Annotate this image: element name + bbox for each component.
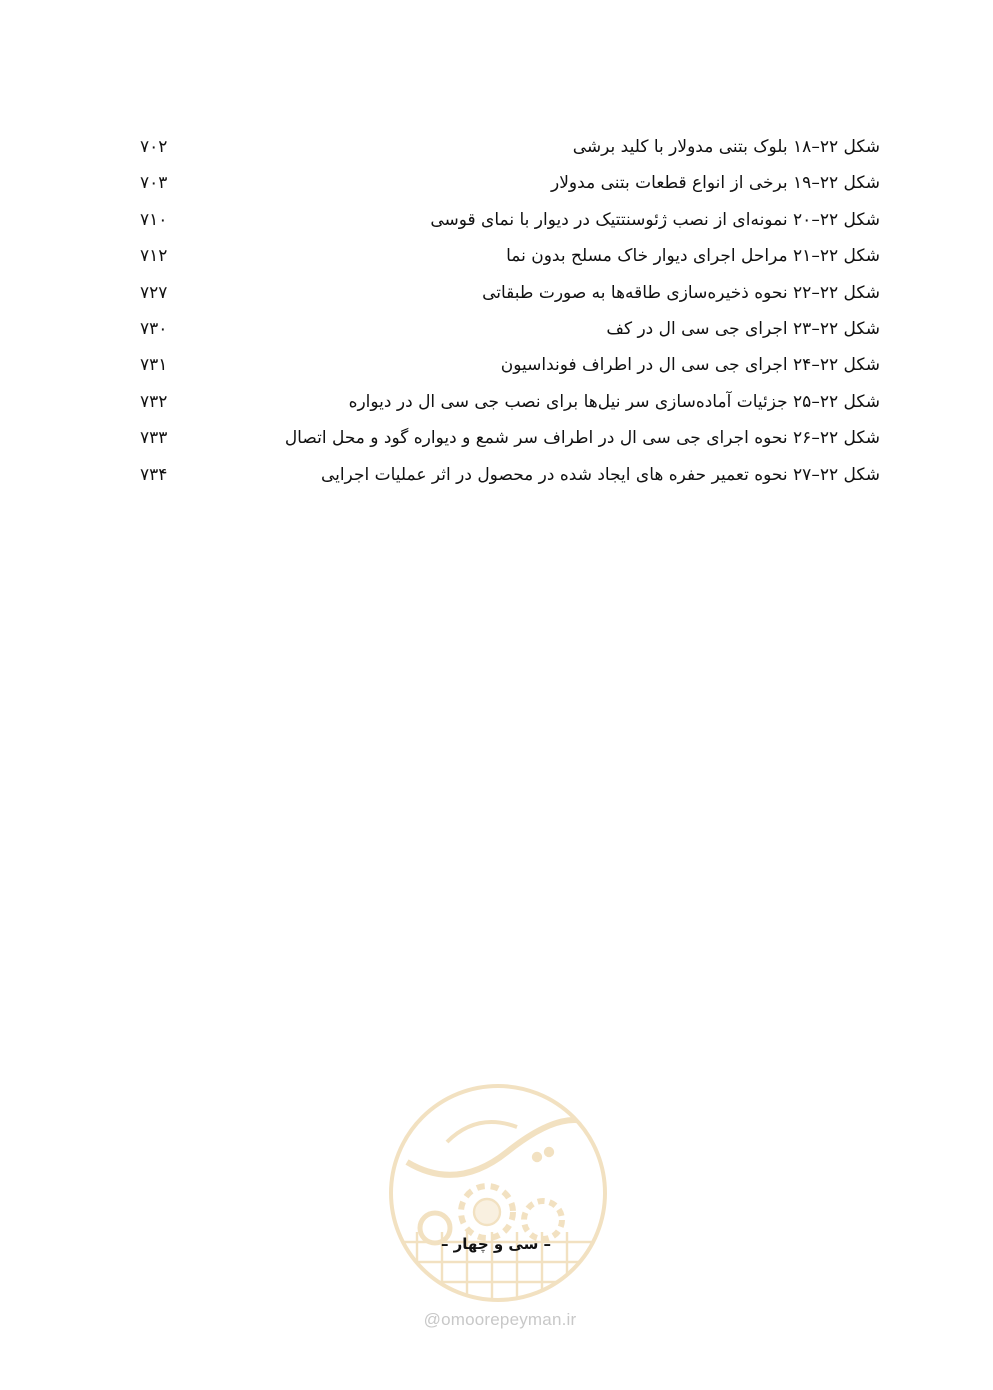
toc-entry-page: ۷۲۷ — [140, 282, 168, 303]
toc-entry-page: ۷۱۰ — [140, 209, 168, 230]
toc-row[interactable] — [140, 311, 880, 347]
toc-entry-page: ۷۳۰ — [140, 318, 168, 339]
toc-entry-page: ۷۰۳ — [140, 173, 168, 194]
toc-entry-title: شکل ۲۲–۲۶ نحوه اجرای جی سی ال در اطراف سر شمع و دیواره گود و محل اتصال — [284, 428, 880, 449]
toc-entry-title: شکل ۲۲–۲۰ نمونه‌ای از نصب ژئوسنتتیک در دیوار با نمای قوسی — [430, 209, 880, 230]
toc-row[interactable] — [140, 457, 880, 493]
table-of-figures — [140, 129, 880, 493]
toc-entry-page: ۷۳۴ — [140, 464, 168, 485]
toc-row[interactable] — [140, 165, 880, 201]
watermark-logo — [387, 1082, 609, 1304]
toc-entry-title: شکل ۲۲–۲۳ اجرای جی سی ال در کف — [606, 318, 880, 339]
toc-entry-title: شکل ۲۲–۲۲ نحوه ذخیره‌سازی طاقه‌ها به صورت طبقاتی — [482, 282, 880, 303]
toc-entry-page: ۷۰۲ — [140, 137, 168, 157]
toc-entry-page: ۷۳۳ — [140, 428, 168, 449]
toc-entry-title: شکل ۲۲–۱۹ برخی از انواع قطعات بتنی مدولار — [551, 173, 880, 194]
toc-entry-title: شکل ۲۲–۲۴ اجرای جی سی ال در اطراف فونداسیون — [500, 355, 880, 376]
toc-row[interactable] — [140, 238, 880, 274]
toc-row[interactable] — [140, 347, 880, 383]
toc-entry-title: شکل ۲۲–۲۷ نحوه تعمیر حفره های ایجاد شده در محصول در اثر عملیات اجرایی — [320, 464, 880, 485]
toc-row[interactable] — [140, 275, 880, 311]
toc-row[interactable] — [140, 384, 880, 420]
toc-entry-title: شکل ۲۲–۱۸ بلوک بتنی مدولار با کلید برشی — [572, 137, 880, 157]
toc-entry-title: شکل ۲۲–۲۱ مراحل اجرای دیوار خاک مسلح بدون نما — [506, 246, 880, 267]
page-number: – سی و چهار – — [440, 1235, 552, 1253]
toc-row[interactable] — [140, 202, 880, 238]
toc-entry-title: شکل ۲۲–۲۵ جزئیات آماده‌سازی سر نیل‌ها برای نصب جی سی ال در دیواره — [348, 391, 880, 412]
toc-row[interactable] — [140, 420, 880, 456]
toc-row[interactable] — [140, 129, 880, 165]
watermark-url: @omoorepeyman.ir — [423, 1310, 577, 1329]
toc-entry-page: ۷۳۲ — [140, 391, 168, 412]
toc-entry-page: ۷۳۱ — [140, 355, 168, 376]
toc-entry-page: ۷۱۲ — [140, 246, 168, 267]
